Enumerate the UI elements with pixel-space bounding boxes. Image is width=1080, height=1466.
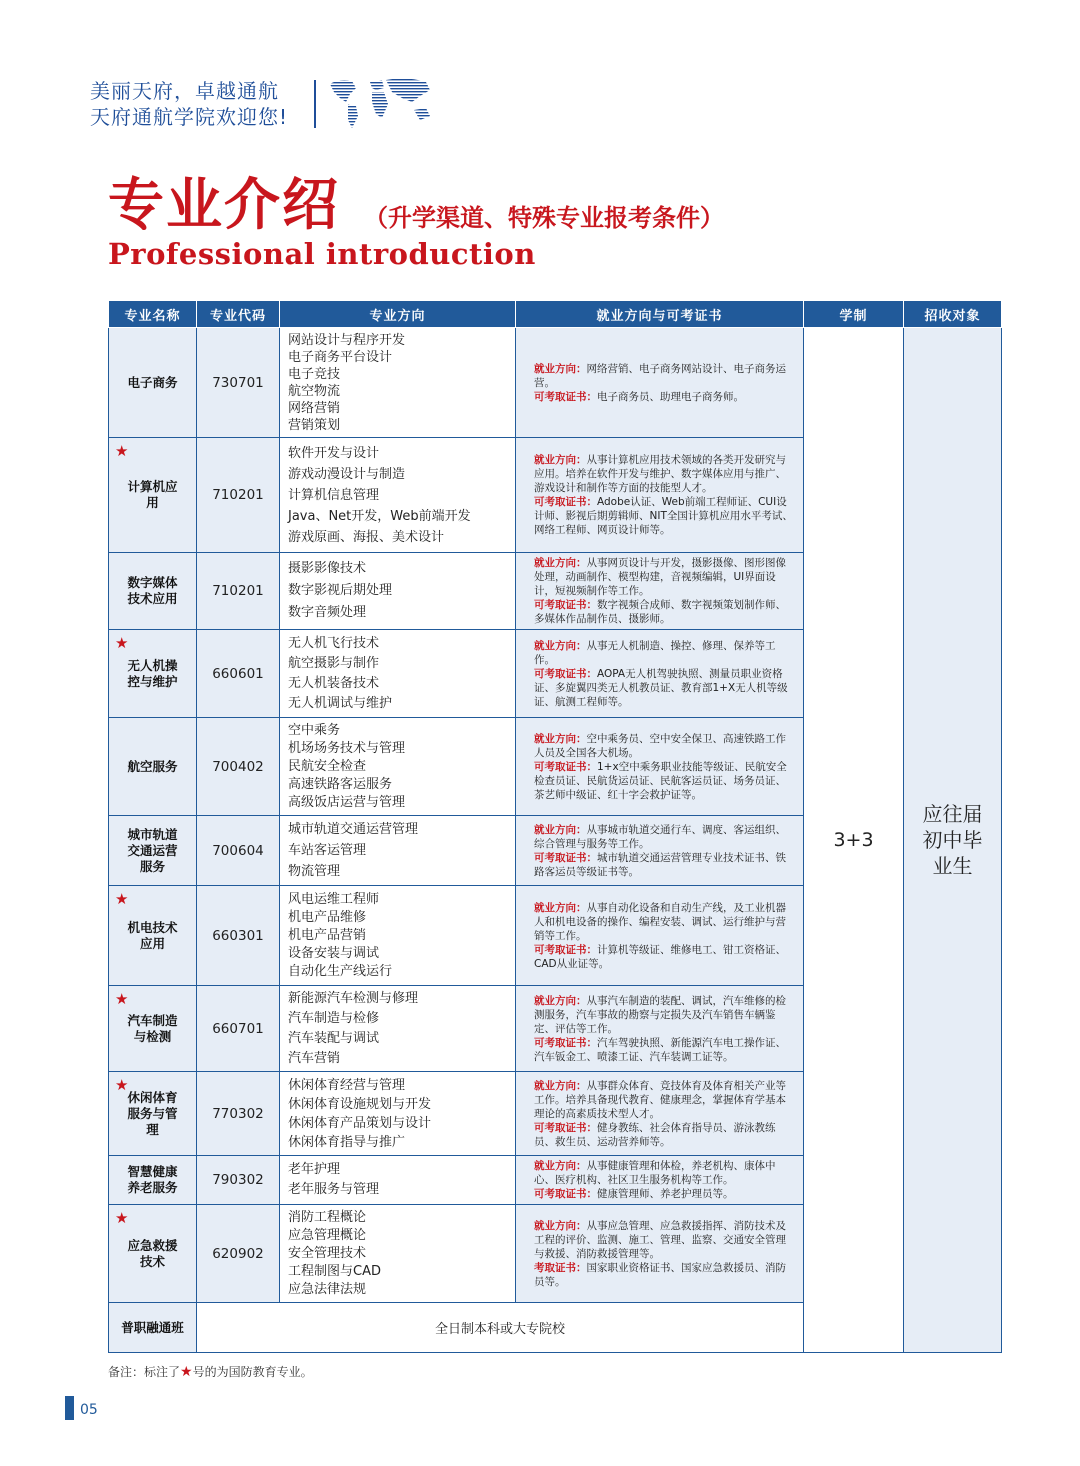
major-name: 智慧健康养老服务 — [127, 1164, 178, 1195]
certificate-label: 可考取证书： — [534, 943, 597, 956]
direction-item: 新能源汽车检测与修理 — [288, 990, 419, 1006]
major-name: 休闲体育服务与管理 — [127, 1089, 178, 1137]
major-directions — [280, 553, 516, 630]
target-cell — [904, 328, 1002, 1353]
major-directions — [280, 886, 516, 986]
employment-content: 从事网页设计与开发，摄影摄像、图形图像处理，动画制作、模型构建，音视频编辑，UI界面设计，短视频制作等工作。 — [534, 557, 786, 597]
direction-item: 老年护理 — [288, 1162, 341, 1177]
certificate-text — [534, 495, 793, 537]
major-directions — [280, 438, 516, 553]
employment-cell — [516, 438, 804, 553]
employment-content: 从事汽车制造的装配、调试，汽车维修的检测服务，汽车事故的勘察与定损失及汽车销售车辆鉴定、评估等工作。 — [534, 994, 786, 1035]
certificate-text — [534, 1121, 793, 1149]
major-directions — [280, 328, 516, 438]
major-directions — [280, 986, 516, 1072]
pathway-cell: 全日制本科或大专院校 — [197, 1303, 804, 1353]
slogan-divider — [314, 80, 316, 128]
footnote-suffix: 号的为国防教育专业。 — [192, 1365, 313, 1379]
star-icon: ★ — [180, 1364, 193, 1380]
direction-item: 摄影影像技术 — [288, 561, 367, 576]
certificate-text — [534, 390, 793, 404]
major-name: 计算机应用 — [127, 479, 178, 510]
page-number: 05 — [80, 1402, 98, 1418]
certificate-label: 可考取证书： — [534, 496, 597, 508]
direction-item: 营销策划 — [288, 417, 341, 433]
header-duration: 学制 — [804, 301, 904, 328]
direction-item: 机电产品营销 — [288, 927, 367, 943]
major-name-cell — [109, 630, 197, 718]
certificate-content: 国家职业资格证书、国家应急救援员、消防员等。 — [534, 1261, 786, 1288]
employment-text — [534, 1219, 793, 1261]
star-icon: ★ — [115, 890, 129, 908]
direction-item: 休闲体育指导与推广 — [288, 1134, 406, 1150]
header-direction: 专业方向 — [280, 301, 516, 328]
major-name-cell — [109, 328, 197, 438]
direction-item: 休闲体育设施规划与开发 — [288, 1096, 432, 1112]
direction-item: 物流管理 — [288, 864, 341, 879]
direction-item: 民航安全检查 — [288, 758, 367, 774]
major-code: 620902 — [197, 1205, 280, 1303]
certificate-label: 可考取证书： — [534, 1121, 597, 1134]
major-name-cell — [109, 553, 197, 630]
direction-item: 汽车装配与调试 — [288, 1030, 380, 1046]
certificate-label: 可考取证书： — [534, 851, 597, 864]
certificate-text — [534, 943, 793, 971]
direction-item: 无人机调试与维护 — [288, 695, 393, 711]
direction-item: 自动化生产线运行 — [288, 963, 393, 979]
header-code: 专业代码 — [197, 301, 280, 328]
direction-item: 无人机装备技术 — [288, 675, 380, 691]
employment-content: 从事健康管理和体检，养老机构、康体中心、医疗机构、社区卫生服务机构等工作。 — [534, 1160, 776, 1186]
employment-text — [534, 823, 793, 851]
major-name: 机电技术应用 — [127, 919, 178, 951]
major-code: 660701 — [197, 986, 280, 1072]
certificate-label: 可考取证书： — [534, 1036, 597, 1049]
employment-label: 就业方向： — [534, 362, 587, 375]
major-name: 电子商务 — [127, 374, 178, 390]
major-name-cell — [109, 718, 197, 816]
employment-text — [534, 901, 793, 943]
certificate-text — [534, 667, 793, 709]
employment-cell — [516, 553, 804, 630]
direction-item: 电子竞技 — [288, 366, 341, 382]
footnote — [108, 1363, 313, 1380]
direction-item: 消防工程概论 — [288, 1209, 367, 1225]
major-name: 汽车制造与检测 — [127, 1012, 178, 1044]
certificate-label: 可考取证书： — [534, 1188, 597, 1200]
employment-label: 就业方向： — [534, 1160, 587, 1172]
direction-item: 城市轨道交通运营管理 — [288, 822, 419, 837]
employment-content: 空中乘务员、空中安全保卫、高速铁路工作人员及全国各大机场。 — [534, 732, 786, 759]
star-icon: ★ — [115, 442, 129, 460]
employment-content: 从事自动化设备和自动生产线，及工业机器人和机电设备的操作、编程安装、调试、运行维护与营销等工作。 — [534, 901, 786, 942]
major-name: 城市轨道交通运营服务 — [127, 826, 178, 874]
certificate-content: Adobe认证、Web前端工程师证、CUI设计师、影视后期剪辑师、NIT全国计算机应用水平考试、网络工程师、网页设计师等。 — [534, 496, 793, 536]
direction-item: 设备安装与调试 — [288, 945, 380, 961]
employment-text — [534, 994, 793, 1036]
major-name-cell: 普职融通班 — [109, 1303, 197, 1353]
employment-text — [534, 1159, 793, 1187]
major-code: 700402 — [197, 718, 280, 816]
header-target: 招收对象 — [904, 301, 1002, 328]
major-name-cell — [109, 1072, 197, 1156]
major-code: 770302 — [197, 1072, 280, 1156]
employment-cell — [516, 1205, 804, 1303]
major-directions — [280, 1072, 516, 1156]
direction-item: 安全管理技术 — [288, 1245, 367, 1261]
direction-item: 网络营销 — [288, 400, 341, 416]
major-directions — [280, 816, 516, 886]
certificate-text — [534, 1261, 793, 1289]
direction-item: 软件开发与设计 — [288, 445, 380, 461]
certificate-label: 可考取证书： — [534, 390, 597, 403]
major-name-cell — [109, 1205, 197, 1303]
employment-cell — [516, 1156, 804, 1205]
employment-label: 就业方向： — [534, 901, 587, 914]
table-header-row — [109, 301, 1002, 328]
direction-item: 数字音频处理 — [288, 605, 367, 620]
certificate-content: 电子商务员、助理电子商务师。 — [597, 390, 744, 403]
certificate-label: 可考取证书： — [534, 599, 597, 611]
direction-item: 车站客运管理 — [288, 843, 367, 858]
employment-cell — [516, 328, 804, 438]
major-directions — [280, 1205, 516, 1303]
major-code: 710201 — [197, 553, 280, 630]
employment-cell — [516, 986, 804, 1072]
page-number-bar — [65, 1396, 74, 1420]
employment-label: 就业方向： — [534, 994, 587, 1007]
certificate-label: 可考取证书： — [534, 667, 597, 680]
direction-item: 工程制图与CAD — [288, 1263, 381, 1279]
slogan — [90, 78, 288, 130]
major-name-cell — [109, 886, 197, 986]
direction-item: 高级饭店运营与管理 — [288, 794, 406, 810]
major-name-cell — [109, 816, 197, 886]
certificate-content: 计算机等级证、维修电工、钳工资格证、CAD从业证等。 — [534, 943, 786, 970]
header-employment: 就业方向与可考证书 — [516, 301, 804, 328]
employment-content: 网络营销、电子商务网站设计、电子商务运营。 — [534, 362, 786, 389]
target-text: 应往届初中毕业生 — [922, 802, 983, 878]
direction-item: 休闲体育经营与管理 — [288, 1077, 406, 1093]
employment-text — [534, 732, 793, 760]
major-code: 730701 — [197, 328, 280, 438]
direction-item: 休闲体育产品策划与设计 — [288, 1115, 432, 1131]
star-icon: ★ — [115, 990, 129, 1008]
direction-item: 空中乘务 — [288, 722, 341, 738]
major-name: 应急救援技术 — [127, 1237, 178, 1269]
direction-item: 机电产品维修 — [288, 909, 367, 925]
employment-content: 从事城市轨道交通行车、调度、客运组织、综合管理与服务等工作。 — [534, 823, 786, 850]
major-directions — [280, 630, 516, 718]
certificate-content: AOPA无人机驾驶执照、测量员职业资格证、多旋翼四类无人机教员证、教育部1+X无人机等级证、航测工程师等。 — [534, 667, 788, 708]
employment-label: 就业方向： — [534, 454, 587, 466]
employment-text — [534, 639, 793, 667]
header-name: 专业名称 — [109, 301, 197, 328]
direction-item: 航空物流 — [288, 383, 341, 399]
employment-label: 就业方向： — [534, 732, 587, 745]
direction-item: Java、Net开发，Web前端开发 — [288, 508, 471, 524]
direction-item: 网站设计与程序开发 — [288, 332, 406, 348]
major-directions — [280, 718, 516, 816]
direction-item: 应急管理概论 — [288, 1227, 367, 1243]
certificate-content: 汽车驾驶执照、新能源汽车电工操作证、汽车钣金工、喷漆工证、汽车装调工证等。 — [534, 1036, 786, 1063]
table-body — [109, 328, 1002, 1353]
star-icon: ★ — [115, 1076, 129, 1094]
employment-text — [534, 362, 793, 390]
employment-cell — [516, 630, 804, 718]
employment-content: 从事无人机制造、操控、修理、保养等工作。 — [534, 639, 776, 666]
employment-cell — [516, 718, 804, 816]
major-name: 数字媒体技术应用 — [127, 575, 178, 606]
certificate-text — [534, 598, 793, 626]
major-name-cell — [109, 1156, 197, 1205]
direction-item: 风电运维工程师 — [288, 891, 380, 907]
direction-item: 机场场务技术与管理 — [288, 740, 406, 756]
major-name-cell — [109, 438, 197, 553]
employment-content: 从事群众体育、竞技体育及体育相关产业等工作。培养具备现代教育、健康理念，掌握体育学基本理论的高素质技术型人才。 — [534, 1079, 786, 1120]
employment-content: 从事应急管理、应急救援指挥、消防技术及工程的评价、监测、施工、管理、监察、交通安全管理与救援、消防救援管理等。 — [534, 1219, 786, 1260]
page-subtitle: （升学渠道、特殊专业报考条件） — [364, 203, 724, 232]
direction-item: 老年服务与管理 — [288, 1182, 380, 1197]
table-row — [109, 328, 1002, 438]
employment-text — [534, 556, 793, 598]
employment-text — [534, 453, 793, 495]
star-icon: ★ — [115, 634, 129, 652]
direction-item: 数字影视后期处理 — [288, 583, 393, 598]
certificate-content: 城市轨道交通运营管理专业技术证书、铁路客运员等级证书等。 — [534, 851, 786, 878]
direction-item: 高速铁路客运服务 — [288, 776, 393, 792]
major-code: 660301 — [197, 886, 280, 986]
slogan-line-2: 天府通航学院欢迎您! — [90, 105, 289, 129]
certificate-text — [534, 760, 793, 802]
major-name: 航空服务 — [127, 758, 178, 774]
direction-item: 无人机飞行技术 — [288, 635, 380, 651]
direction-item: 游戏动漫设计与制造 — [288, 466, 406, 482]
footnote-prefix: 备注：标注了 — [108, 1365, 181, 1379]
major-code: 660601 — [197, 630, 280, 718]
certificate-label: 考取证书： — [534, 1261, 587, 1274]
major-name: 无人机操控与维护 — [127, 657, 178, 689]
employment-content: 从事计算机应用技术领域的各类开发研究与应用。培养在软件开发与维护、数字媒体应用与推广、游戏设计和制作等方面的技能型人才。 — [534, 454, 786, 494]
employment-label: 就业方向： — [534, 823, 587, 836]
direction-item: 航空摄影与制作 — [288, 655, 380, 671]
employment-cell — [516, 886, 804, 986]
employment-label: 就业方向： — [534, 557, 587, 569]
world-map-icon — [326, 76, 436, 132]
employment-cell — [516, 816, 804, 886]
star-icon: ★ — [115, 1209, 129, 1227]
major-code: 700604 — [197, 816, 280, 886]
direction-item: 应急法律法规 — [288, 1281, 367, 1297]
employment-text — [534, 1079, 793, 1121]
certificate-text — [534, 1187, 793, 1201]
page-title: 专业介绍 — [108, 172, 340, 238]
major-code: 710201 — [197, 438, 280, 553]
employment-label: 就业方向： — [534, 639, 587, 652]
major-name-cell — [109, 986, 197, 1072]
employment-label: 就业方向： — [534, 1079, 587, 1092]
certificate-text — [534, 851, 793, 879]
direction-item: 计算机信息管理 — [288, 487, 380, 503]
direction-item: 汽车制造与检修 — [288, 1010, 380, 1026]
slogan-line-1: 美丽天府，卓越通航 — [90, 79, 279, 103]
direction-item: 汽车营销 — [288, 1050, 341, 1066]
certificate-text — [534, 1036, 793, 1064]
employment-cell — [516, 1072, 804, 1156]
certificate-label: 可考取证书： — [534, 760, 597, 773]
certificate-content: 健康管理师、养老护理员等。 — [597, 1188, 734, 1200]
employment-label: 就业方向： — [534, 1219, 587, 1232]
page-title-english: Professional introduction — [108, 237, 536, 271]
major-table — [108, 301, 1002, 1353]
direction-item: 电子商务平台设计 — [288, 349, 393, 365]
certificate-content: 数字视频合成师、数字视频策划制作师、多媒体作品制作员、摄影师。 — [534, 599, 786, 625]
major-directions — [280, 1156, 516, 1205]
direction-item: 游戏原画、海报、美术设计 — [288, 529, 445, 545]
major-code: 790302 — [197, 1156, 280, 1205]
certificate-content: 健身教练、社会体育指导员、游泳教练员、救生员、运动营养师等。 — [534, 1121, 776, 1148]
certificate-content: 1+x空中乘务职业技能等级证、民航安全检查员证、民航货运员证、民航客运员证、场务员证、茶艺师中级证、红十字会救护证等。 — [534, 760, 787, 801]
duration-cell: 3+3 — [804, 328, 904, 1353]
